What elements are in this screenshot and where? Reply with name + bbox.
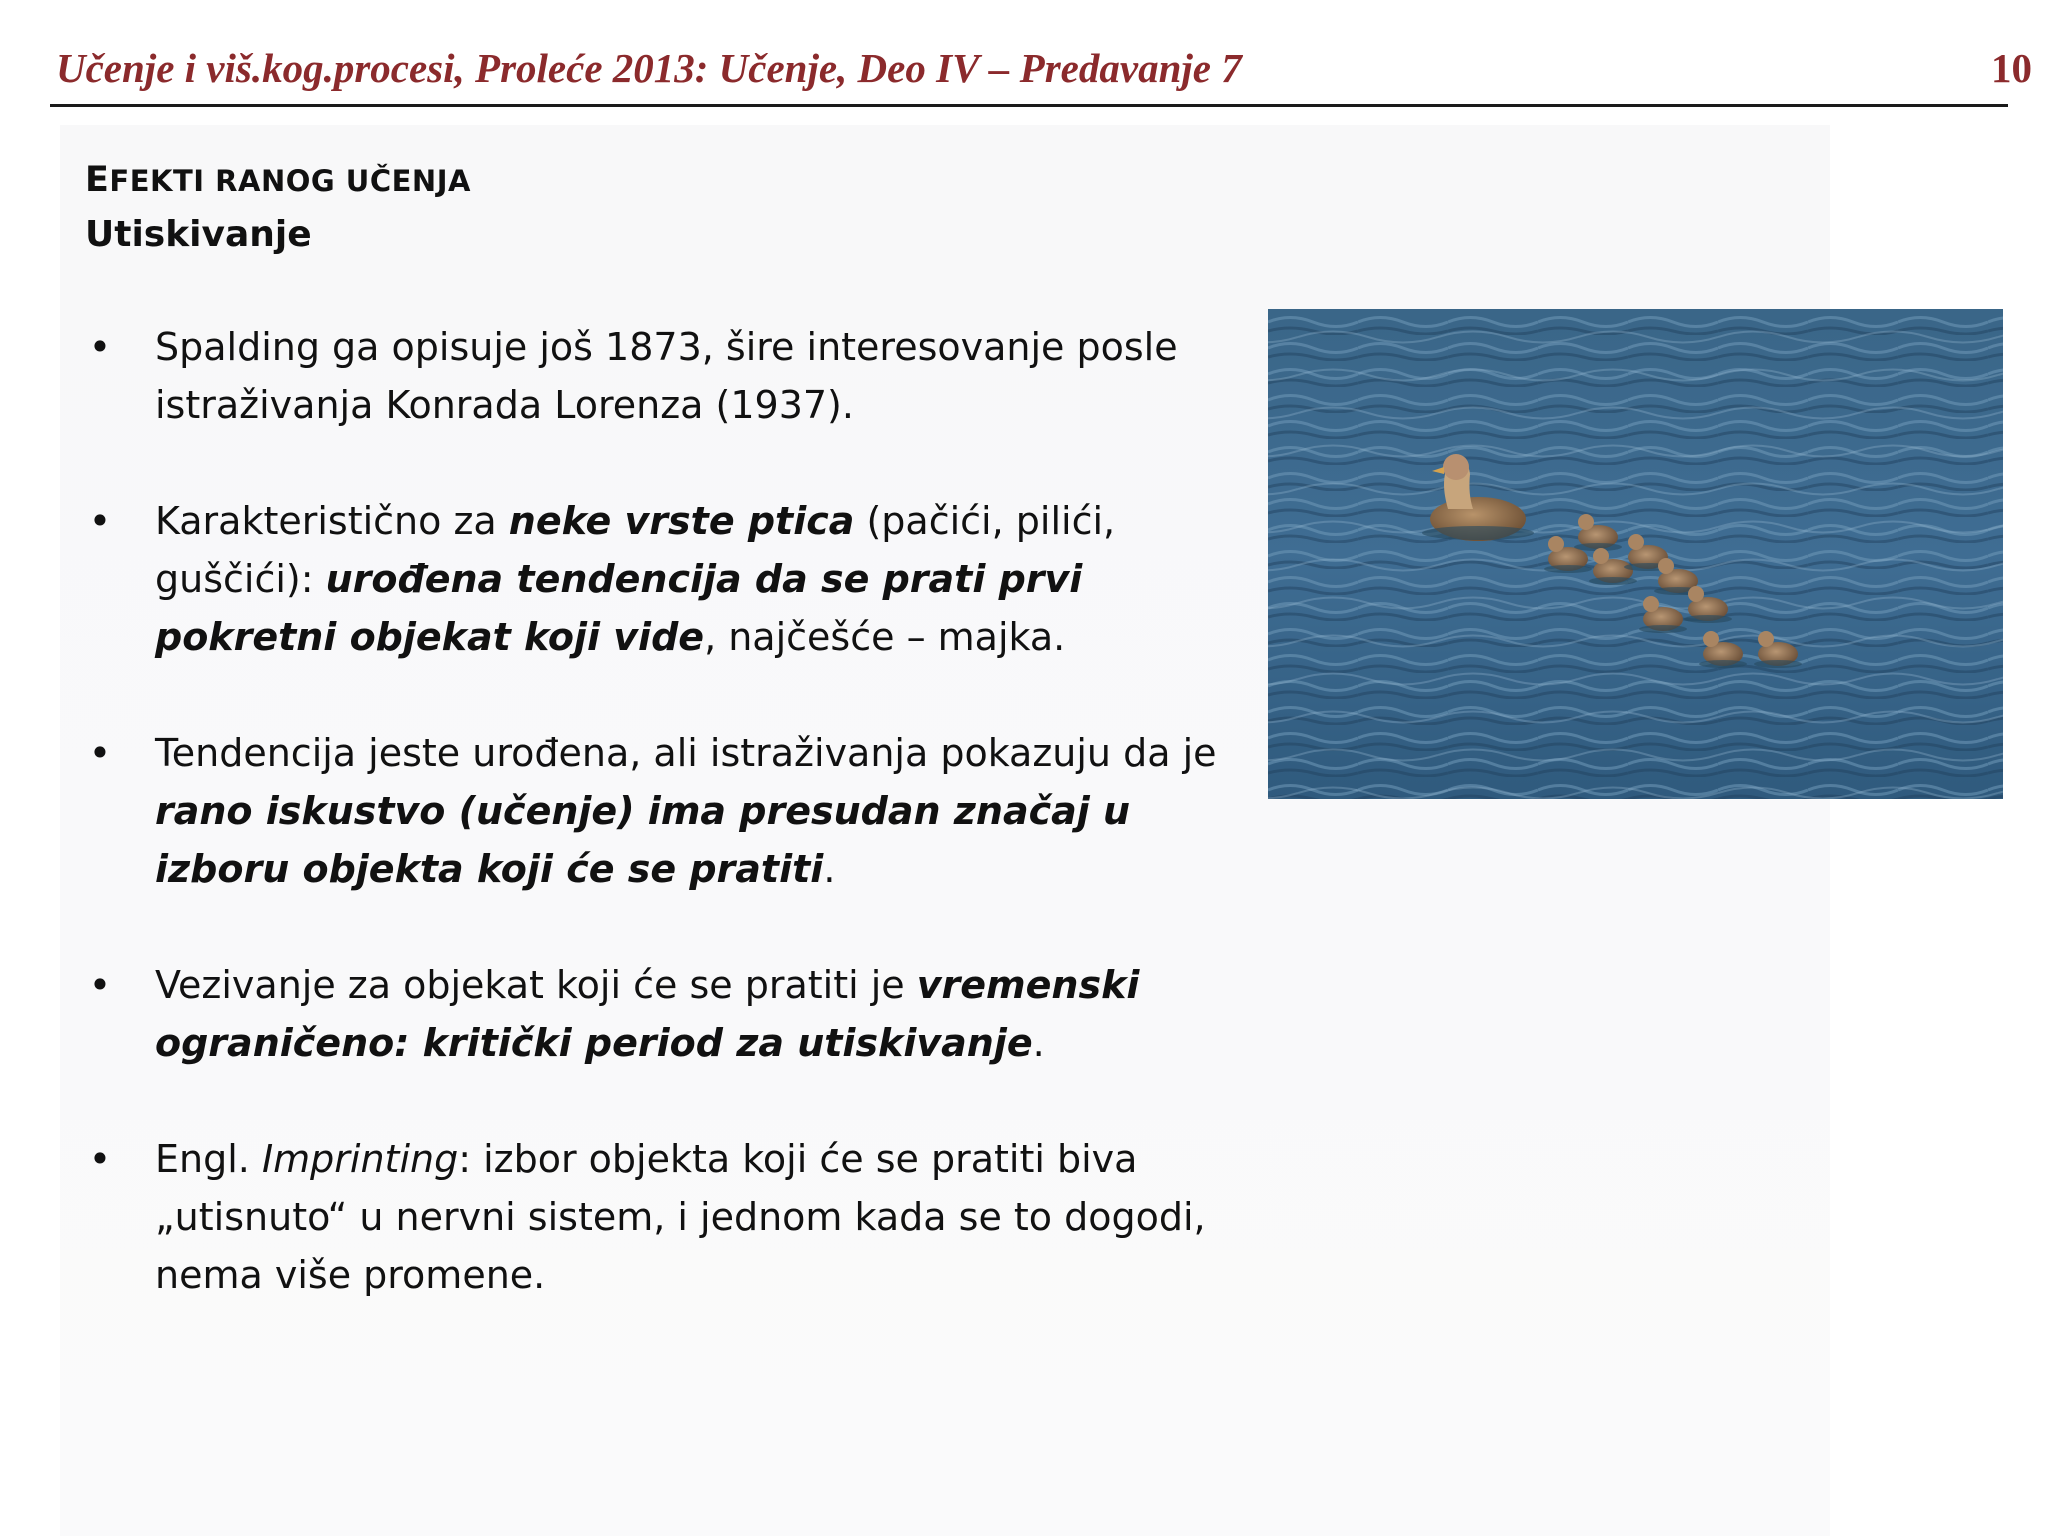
bullet-emphasis: rano iskustvo (učenje) ima presudan značaj u izboru objekta koji će se pratiti [155,789,1131,891]
bullet-emphasis: neke vrste ptica [508,499,855,543]
bullet-italic-term: Imprinting [261,1137,459,1181]
bullet-list [85,318,1235,1362]
bullet-text: Vezivanje za objekat koji će se pratiti je [155,963,917,1007]
bullet-item [85,318,1235,434]
bullet-text: (pačići, pilići, guščići): [155,499,1116,601]
bullet-dot-icon: • [88,325,112,369]
bullet-text: Tendencija jeste urođena, ali istraživanja pokazuju da je [155,731,1217,775]
bullet-text: . [1032,1021,1045,1065]
ducks-photo [1268,309,2003,799]
bullet-dot-icon: • [88,731,112,775]
section-subtitle: Utiskivanje [85,214,312,255]
bullet-dot-icon: • [88,963,112,1007]
bullet-text: Karakteristično za [155,499,509,543]
header-title: Učenje i viš.kog.procesi, Proleće 2013: Učenje, Deo IV – Predavanje 7 [56,45,1242,91]
header-divider [50,104,2008,107]
bullet-item [85,492,1235,666]
bullet-text: , najčešće – majka. [704,615,1066,659]
bullet-emphasis: urođena tendencija da se prati prvi pokretni objekat koji vide [155,557,1083,659]
bullet-dot-icon: • [88,499,112,543]
bullet-emphasis: vremenski ograničeno: kritički period za utiskivanje [155,963,1140,1065]
bullet-item [85,1130,1235,1304]
section-title-rest: FEKTI RANOG UČENJA [109,164,471,198]
bullet-text: . [823,847,836,891]
bullet-text: : izbor objekta koji će se pratiti biva „utisnuto“ u nervni sistem, i jednom kada se to dogodi, nema više promene. [155,1137,1206,1297]
page-number: 10 [1991,45,2032,91]
bullet-item [85,724,1235,898]
section-title-initial: E [85,160,110,200]
section-title [85,160,471,200]
bullet-text: Engl. [155,1137,262,1181]
ducks-on-water-image [1268,309,2003,799]
bullet-text: Spalding ga opisuje još 1873, šire interesovanje posle istraživanja Konrada Lorenza (1937). [155,325,1178,427]
bullet-dot-icon: • [88,1137,112,1181]
bullet-item [85,956,1235,1072]
